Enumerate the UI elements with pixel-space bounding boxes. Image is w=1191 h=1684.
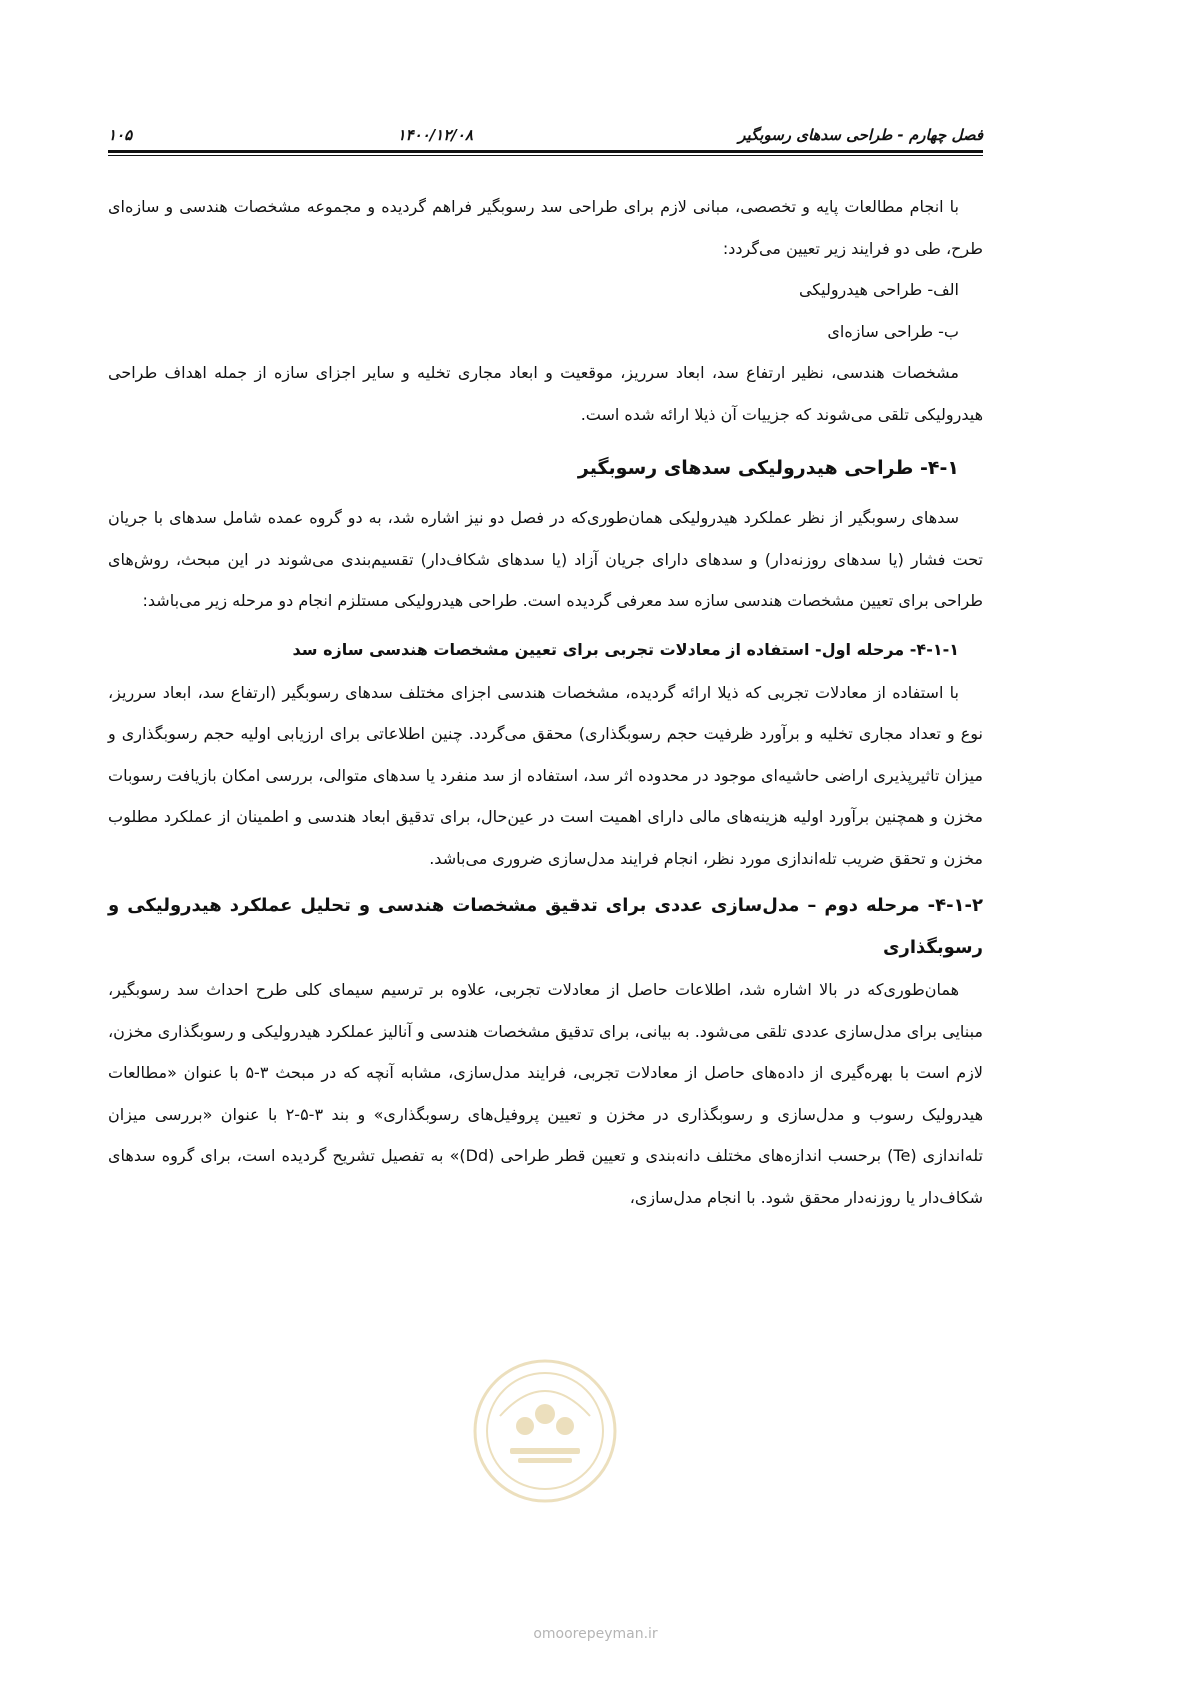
running-header [108, 118, 983, 150]
header-rule-thin [108, 155, 983, 156]
intro-paragraph-2: مشخصات هندسی، نظیر ارتفاع سد، ابعاد سرریز، موقعیت و ابعاد مجاری تخلیه و سایر اجزای سازه از جمله اهداف طراحی هیدرولیکی تلقی می‌شوند که جزییات آن ذیلا ارائه شده است. [108, 363, 983, 424]
list-item-structural: ب- طراحی سازه‌ای [827, 321, 959, 341]
intro-paragraph: با انجام مطالعات پایه و تخصصی، مبانی لازم برای طراحی سد رسوبگیر فراهم گردیده و مجموعه مشخصات هندسی و سازه‌ای طرح، طی دو فرایند زیر تعیین می‌گردد: [108, 197, 983, 258]
header-date: ۱۴۰۰/۱۲/۰۸ [397, 126, 473, 144]
body-text [108, 186, 983, 1218]
section-heading-4-1-2: ۴-۱-۲- مرحله دوم – مدل‌سازی عددی برای تدقیق مشخصات هندسی و تحلیل عملکرد هیدرولیکی و رسوبگذاری [108, 895, 983, 958]
section-4-1-paragraph: سدهای رسوبگیر از نظر عملکرد هیدرولیکی همان‌طوری‌که در فصل دو نیز اشاره شد، به دو گروه عمده شامل سدهای با جریان تحت فشار (یا سدهای روزنه‌دار) و سدهای دارای جریان آزاد (یا سدهای شکاف‌دار) تقسیم‌بندی می‌شوند در این مبحث، روش‌های طراحی برای تعیین مشخصات هندسی سازه سد معرفی گردیده است. طراحی هیدرولیکی مستلزم انجام دو مرحله زیر می‌باشد: [108, 508, 983, 610]
header-rule-thick [108, 150, 983, 153]
footer-watermark-url: omoorepeyman.ir [533, 1626, 658, 1642]
page-number: ۱۰۵ [108, 126, 133, 144]
section-heading-4-1: ۴-۱- طراحی هیدرولیکی سدهای رسوبگیر [577, 457, 959, 479]
document-page [108, 118, 983, 1218]
section-heading-4-1-1: ۴-۱-۱- مرحله اول- استفاده از معادلات تجربی برای تعیین مشخصات هندسی سازه سد [292, 639, 959, 659]
watermark-seal-icon [470, 1356, 620, 1506]
list-item-hydraulic: الف- طراحی هیدرولیکی [798, 280, 959, 299]
chapter-title: فصل چهارم - طراحی سدهای رسوبگیر [738, 126, 983, 144]
section-4-1-1-paragraph: با استفاده از معادلات تجربی که ذیلا ارائه گردیده، مشخصات هندسی اجزای مختلف سدهای رسوبگیر (ارتفاع سد، ابعاد سرریز، نوع و تعداد مجاری تخلیه و برآورد ظرفیت حجم رسوبگذاری) محقق می‌گردد. چنین اطلاعاتی برای ارزیابی اولیه حجم رسوبگذاری و میزان تاثیرپذیری اراضی حاشیه‌ای موجود در محدوده اثر سد، استفاده از سد منفرد یا سدهای متوالی، بررسی امکان بازیافت رسوبات مخزن و همچنین برآورد اولیه هزینه‌های مالی دارای اهمیت است در عین‌حال، برای تدقیق ابعاد هندسی و اطمینان از عملکرد مطلوب مخزن و تحقق ضریب تله‌اندازی مورد نظر، انجام فرایند مدل‌سازی ضروری می‌باشد. [108, 682, 983, 868]
section-4-1-2-paragraph: همان‌طوری‌که در بالا اشاره شد، اطلاعات حاصل از معادلات تجربی، علاوه بر ترسیم سیمای کلی طرح احداث سد رسوبگیر، مبنایی برای مدل‌سازی عددی تلقی می‌شود. به بیانی، برای تدقیق مشخصات هندسی و آنالیز عملکرد هیدرولیکی و رسوبگذاری مخزن، لازم است با بهره‌گیری از داده‌های حاصل از معادلات تجربی، فرایند مدل‌سازی، مشابه آنچه که در مبحث ۳-۵ با عنوان «مطالعات هیدرولیک رسوب و مدل‌سازی و رسوبگذاری در مخزن و تعیین پروفیل‌های رسوبگذاری» و بند ۳-۵-۲ با عنوان «بررسی میزان تله‌اندازی (Te) برحسب اندازه‌های مختلف دانه‌بندی و تعیین قطر طراحی (Dd)» به تفصیل تشریح گردیده است، برای گروه سدهای شکاف‌دار یا روزنه‌دار محقق شود. با انجام مدل‌سازی، [108, 980, 984, 1207]
